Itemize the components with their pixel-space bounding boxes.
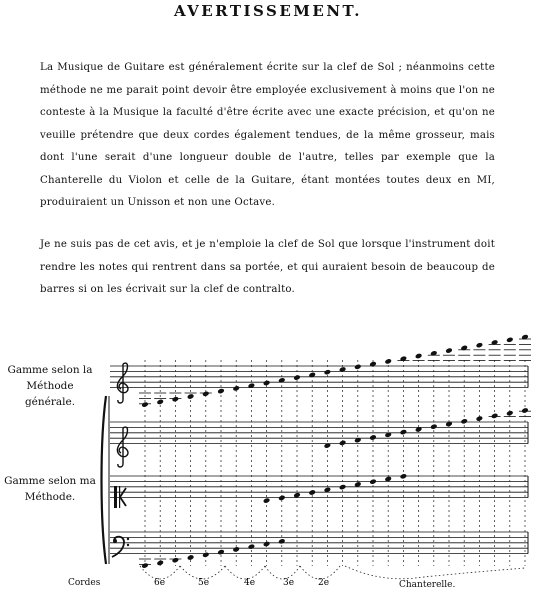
note-head <box>293 374 301 380</box>
note-head <box>172 557 180 563</box>
string-arc <box>225 566 265 579</box>
notes <box>139 334 531 569</box>
note-head <box>232 546 240 552</box>
note-head <box>308 489 316 495</box>
note-head <box>506 337 514 343</box>
note-head <box>400 429 408 435</box>
page-title: AVERTISSEMENT. <box>174 2 362 20</box>
note-head <box>278 538 286 544</box>
label-cordes: Cordes <box>68 578 101 588</box>
note-head <box>156 560 164 566</box>
label-string-2: 2e <box>318 578 330 588</box>
note-head <box>187 554 195 560</box>
label-string-3: 3e <box>283 578 295 588</box>
label-gamme-ma-methode: Gamme selon ma Méthode. <box>4 475 96 503</box>
note-head <box>400 473 408 479</box>
note-head <box>415 353 423 359</box>
note-head <box>156 399 164 405</box>
note-head <box>476 342 484 348</box>
note-head <box>369 434 377 440</box>
clefs <box>112 363 129 557</box>
note-head <box>187 393 195 399</box>
string-arc <box>265 566 300 579</box>
note-head <box>384 358 392 364</box>
paragraph-1: La Musique de Guitare est généralement écrite sur la clef de Sol ; néanmoins cette méthode ne me parait point devoir être employée exclusivement à moins que l'on ne conteste à la Musique la faculté d'être écrite avec une exacte précision, et qu'on ne veuille prétendre que deux cordes également tendues, de la même grosseur, mais dont l'une serait d'une longueur double de l'autre, telles par exemple que la Chanterelle du Violon et celle de la Guitare, étant montées toutes deux en MI, produiraient un Unisson et non une Octave. <box>40 62 495 208</box>
label-gamme-generale: Gamme selon la Méthode générale. <box>7 364 93 408</box>
label-string-4: 4e <box>244 578 256 588</box>
note-head <box>217 388 225 394</box>
note-head <box>430 424 438 430</box>
note-head <box>354 364 362 370</box>
note-head <box>460 418 468 424</box>
note-head <box>445 347 453 353</box>
label-string-6: 6e <box>154 578 166 588</box>
note-head <box>339 484 347 490</box>
note-head <box>369 479 377 485</box>
staves <box>110 366 528 554</box>
string-arc <box>300 566 340 579</box>
music-score <box>0 330 536 600</box>
note-head <box>491 413 499 419</box>
note-head <box>506 410 514 416</box>
note-head <box>339 440 347 446</box>
note-head <box>263 541 271 547</box>
string-arc <box>345 566 525 579</box>
paragraph-2: Je ne suis pas de cet avis, et je n'emploie la clef de Sol que lorsque l'instrument doit rendre les notes qui rentrent dans sa portée, et qui auraient besoin de beaucoup de barres si on les écrivait sur la clef de contralto. <box>40 239 495 295</box>
note-head <box>324 369 332 375</box>
note-head <box>521 407 529 413</box>
treble-clef-icon <box>117 363 128 403</box>
note-head <box>202 391 210 397</box>
note-head <box>278 495 286 501</box>
note-head <box>263 380 271 386</box>
note-head <box>263 497 271 503</box>
alto-clef-icon <box>114 486 126 508</box>
note-head <box>202 552 210 558</box>
note-head <box>141 562 149 568</box>
note-head <box>217 549 225 555</box>
note-head <box>141 401 149 407</box>
string-arc <box>140 566 180 579</box>
note-head <box>248 544 256 550</box>
label-string-5: 5e <box>198 578 210 588</box>
note-head <box>232 385 240 391</box>
label-chanterelle: Chanterelle. <box>399 580 456 590</box>
note-head <box>172 396 180 402</box>
string-arcs <box>140 566 525 579</box>
note-head <box>476 415 484 421</box>
string-arc <box>180 566 225 579</box>
system-bracket <box>102 396 110 564</box>
dotted-guides <box>145 360 525 566</box>
